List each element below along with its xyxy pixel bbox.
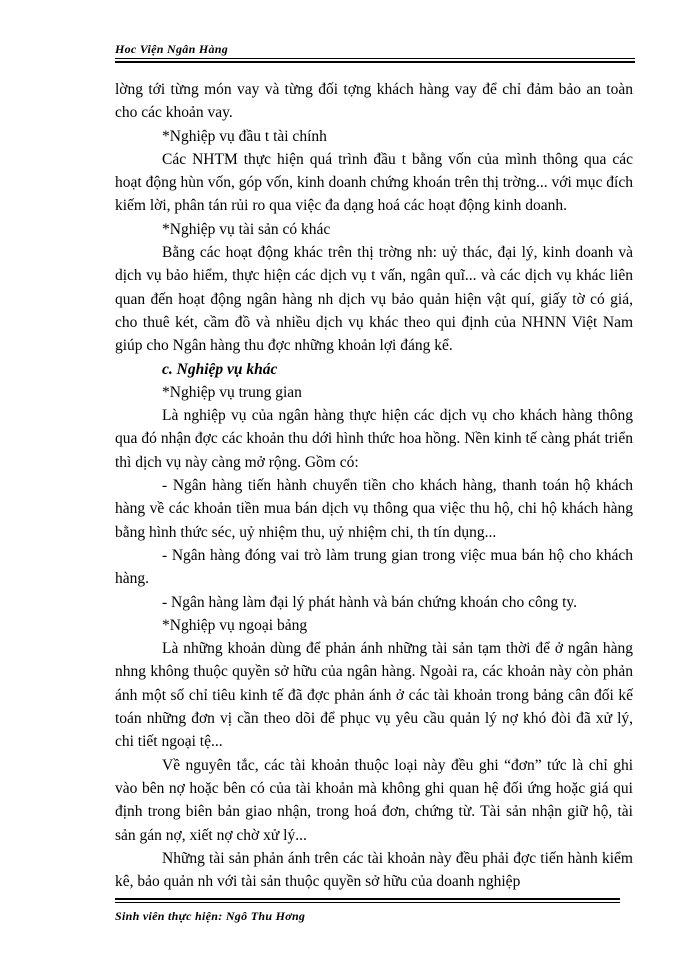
- paragraph: - Ngân hàng đóng vai trò làm trung gian trong việc mua bán hộ cho khách hàng.: [115, 546, 633, 588]
- page-header: Hoc Viện Ngân Hàng: [115, 42, 229, 56]
- footer-rule: [115, 902, 620, 903]
- section-heading: c. Nghiệp vụ khác: [162, 360, 278, 378]
- body-text: [115, 78, 633, 893]
- paragraph: - Ngân hàng tiến hành chuyển tiền cho khách hàng, thanh toán hộ khách hàng về các khoản tiền mua bán dịch vụ thông qua việc thu hộ, chi hộ khách hàng bằng hình thức séc, uỷ nhiệm thu, uỷ nhiệm chi, th tín dụng...: [115, 477, 633, 541]
- paragraph: Các NHTM thực hiện quá trình đầu t bằng vốn của mình thông qua các hoạt động hùn vốn, góp vốn, kinh doanh chứng khoán trên thị trờng... với mục đích kiếm lời, phân tán rủi ro qua việc đa dạng hoá các hoạt động kinh doanh.: [115, 150, 633, 215]
- paragraph: lờng tới từng món vay và từng đối tợng khách hàng vay để chỉ đảm bảo an toàn cho các khoản vay.: [115, 81, 633, 122]
- paragraph: Những tài sản phản ánh trên các tài khoản này đều phải đợc tiến hành kiểm kê, bảo quản nh với tài sản thuộc quyền sở hữu của doanh nghiệp: [115, 849, 633, 891]
- paragraph: - Ngân hàng làm đại lý phát hành và bán chứng khoán cho công ty.: [162, 593, 578, 611]
- paragraph: *Nghiệp vụ trung gian: [162, 383, 302, 401]
- paragraph: *Nghiệp vụ tài sản có khác: [162, 220, 331, 238]
- footer-rule-thick: [115, 898, 620, 900]
- page-footer: Sinh viên thực hiện: Ngô Thu Hơng: [115, 909, 306, 923]
- paragraph: *Nghiệp vụ đầu t tài chính: [162, 127, 327, 145]
- paragraph: Về nguyên tắc, các tài khoản thuộc loại này đều ghi “đơn” tức là chỉ ghi vào bên nợ hoặc bên có của tài khoản mà không ghi quan hệ đối ứng hoặc giá qui định trong biên bản giao nhận, trong hoá đơn, chứng từ. Tài sản nhận giữ hộ, tài sản gán nợ, xiết nợ chờ xử lý...: [115, 756, 633, 844]
- header-rule: [115, 58, 635, 59]
- header-rule-thick: [115, 61, 635, 63]
- paragraph: Là nghiệp vụ của ngân hàng thực hiện các dịch vụ cho khách hàng thông qua đó nhận đợc các khoản thu dới hình thức hoa hồng. Nền kinh tế càng phát triển thì dịch vụ này càng mở rộng. Gồm có:: [115, 407, 633, 471]
- paragraph: Bằng các hoạt động khác trên thị trờng nh: uỷ thác, đại lý, kinh doanh và dịch vụ bảo hiểm, thực hiện các dịch vụ t vấn, ngân quĩ... và các dịch vụ khác liên quan đến hoạt động ngân hàng nh dịch vụ bảo quản hiện vật quí, giấy tờ có giá, cho thuê két, cầm đồ và nhiều dịch vụ khác theo qui định của NHNN Việt Nam giúp cho Ngân hàng thu đợc những khoản lợi đáng kể.: [115, 244, 633, 355]
- paragraph: *Nghiệp vụ ngoại bảng: [162, 616, 308, 634]
- paragraph: Là những khoản dùng để phản ánh những tài sản tạm thời để ở ngân hàng nhng không thuộc quyền sở hữu của ngân hàng. Ngoài ra, các khoản này còn phản ánh một số chỉ tiêu kinh tế đã đợc phản ánh ở các tài khoản trong bảng cân đối kế toán những đơn vị cần theo dõi để phục vụ yêu cầu quản lý nợ khó đòi đã xử lý, chi tiết ngoại tệ...: [115, 640, 633, 751]
